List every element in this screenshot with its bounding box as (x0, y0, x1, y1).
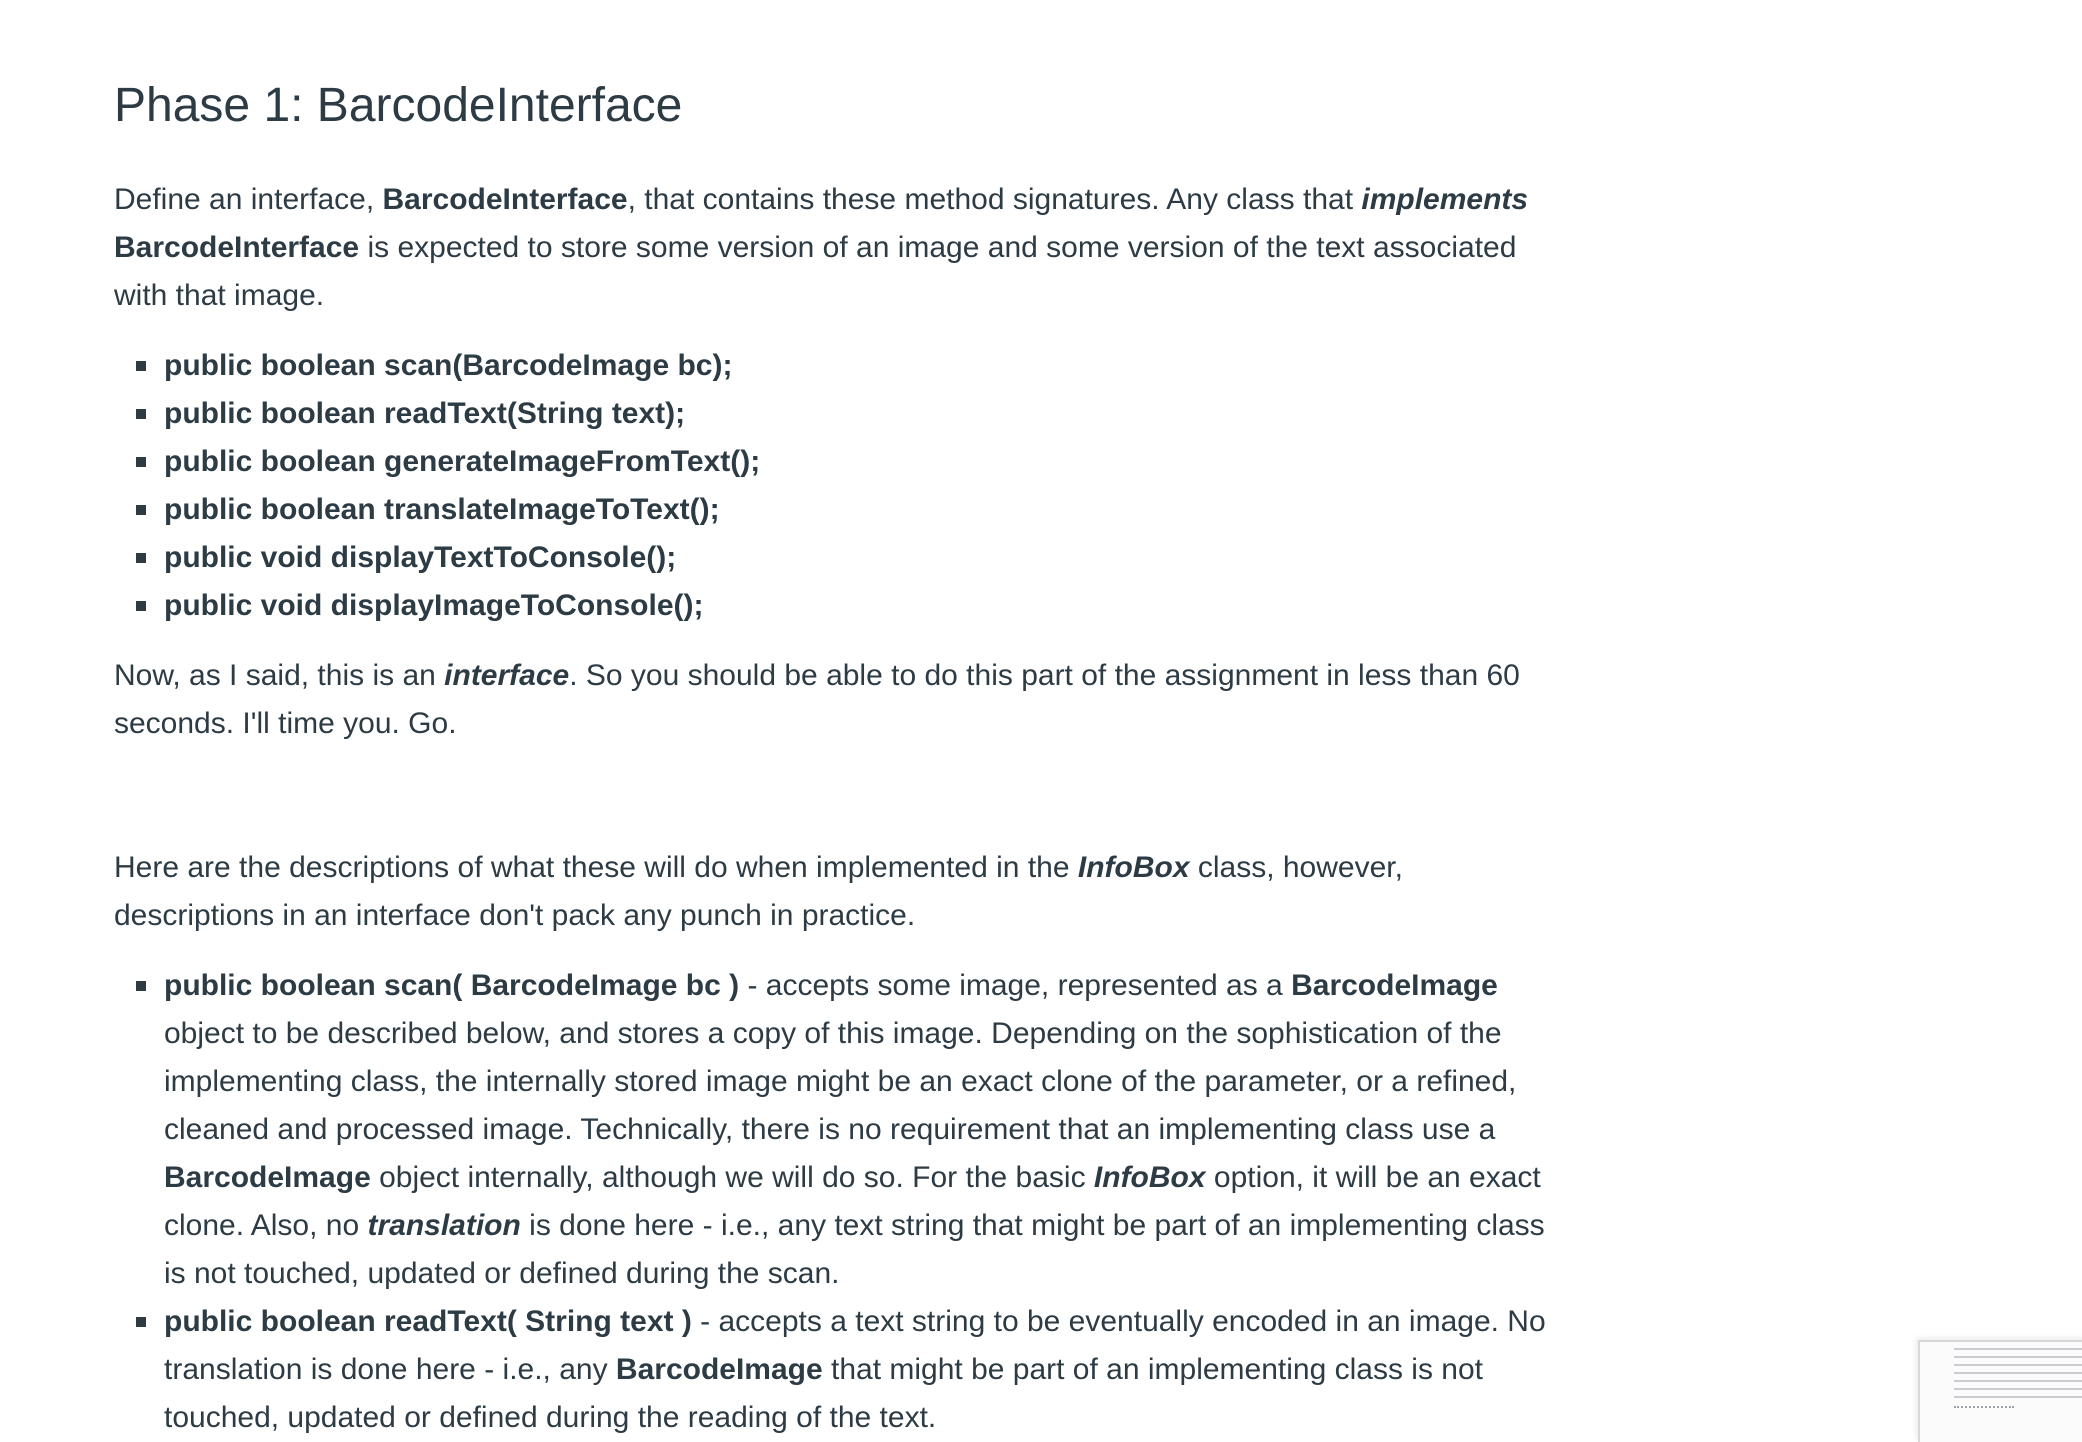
intro-text: is expected to store some version of an image and some version of the text associated with that image. (114, 231, 1517, 312)
intro-bold: BarcodeInterface (382, 183, 628, 216)
desc-intro-text: class, however, descriptions in an interface don't pack any punch in practice. (114, 851, 1403, 932)
note-text: . So you should be able to do this part of the assignment in less than 60 seconds. I'll time you. Go. (114, 659, 1520, 740)
list-item (114, 534, 1554, 582)
signature-text: public boolean translateImageToText(); (164, 493, 720, 526)
thumbnail-line (1954, 1356, 2082, 1358)
intro-bold-italic: implements (1361, 183, 1529, 216)
thumbnail-line (1954, 1364, 2082, 1366)
signature-text: public boolean readText(String text); (164, 397, 686, 430)
signature-text: public void displayImageToConsole(); (164, 589, 704, 622)
readtext-text: - accepts a text string to be eventually encoded in an image. No translation is done here - i.e., any (164, 1305, 1546, 1386)
list-item-scan (114, 962, 1554, 1298)
desc-intro-bold-italic: InfoBox (1077, 851, 1190, 884)
scan-bold: BarcodeImage (1291, 969, 1498, 1002)
list-item (114, 390, 1554, 438)
thumbnail-line (1954, 1372, 2082, 1374)
scan-bold-italic: InfoBox (1093, 1161, 1206, 1194)
scan-bold-italic: translation (367, 1209, 521, 1242)
page-thumbnail-preview[interactable] (1918, 1340, 2082, 1442)
signature-text: public boolean generateImageFromText(); (164, 445, 761, 478)
scan-text: object to be described below, and stores a copy of this image. Depending on the sophistication of the implementing class, the internally stored image might be an exact clone of the parameter, or a refined, cleaned and processed image. Technically, there is no requirement that an implementing class use a (164, 1017, 1517, 1146)
scan-text: option, it will be an exact clone. Also, no (164, 1161, 1541, 1242)
thumbnail-dotted-box (1954, 1406, 2014, 1408)
thumbnail-line (1954, 1348, 2082, 1350)
readtext-bold: BarcodeImage (615, 1353, 823, 1386)
list-item (114, 342, 1554, 390)
signature-text: public void displayTextToConsole(); (164, 541, 677, 574)
list-item (114, 486, 1554, 534)
intro-text: Define an interface, (114, 183, 383, 216)
scan-text: object internally, although we will do so. For the basic (370, 1161, 1094, 1194)
note-bold-italic: interface (444, 659, 570, 692)
scan-text: - accepts some image, represented as a (739, 969, 1292, 1002)
signature-list (114, 342, 1554, 630)
intro-paragraph (114, 176, 1554, 320)
scan-signature: public boolean scan( BarcodeImage bc ) (164, 969, 740, 1002)
description-list (114, 962, 1554, 1442)
thumbnail-line (1954, 1396, 2082, 1398)
descriptions-intro-paragraph (114, 844, 1554, 940)
intro-bold: BarcodeInterface (114, 231, 360, 264)
thumbnail-line (1954, 1388, 2082, 1390)
thumbnail-line (1954, 1380, 2082, 1382)
list-item (114, 582, 1554, 630)
intro-text: , that contains these method signatures. Any class that (627, 183, 1362, 216)
page-title: Phase 1: BarcodeInterface (114, 79, 683, 132)
scan-text: is done here - i.e., any text string that might be part of an implementing class is not touched, updated or defined during the scan. (164, 1209, 1545, 1290)
interface-note-paragraph (114, 652, 1554, 748)
desc-intro-text: Here are the descriptions of what these will do when implemented in the (114, 851, 1078, 884)
signature-text: public boolean scan(BarcodeImage bc); (164, 349, 733, 382)
note-text: Now, as I said, this is an (114, 659, 445, 692)
readtext-signature: public boolean readText( String text ) (164, 1305, 692, 1338)
page-content (114, 70, 1554, 1442)
readtext-text: that might be part of an implementing class is not touched, updated or defined during the reading of the text. (164, 1353, 1484, 1434)
list-item-readtext (114, 1298, 1554, 1442)
list-item (114, 438, 1554, 486)
scan-bold: BarcodeImage (164, 1161, 371, 1194)
